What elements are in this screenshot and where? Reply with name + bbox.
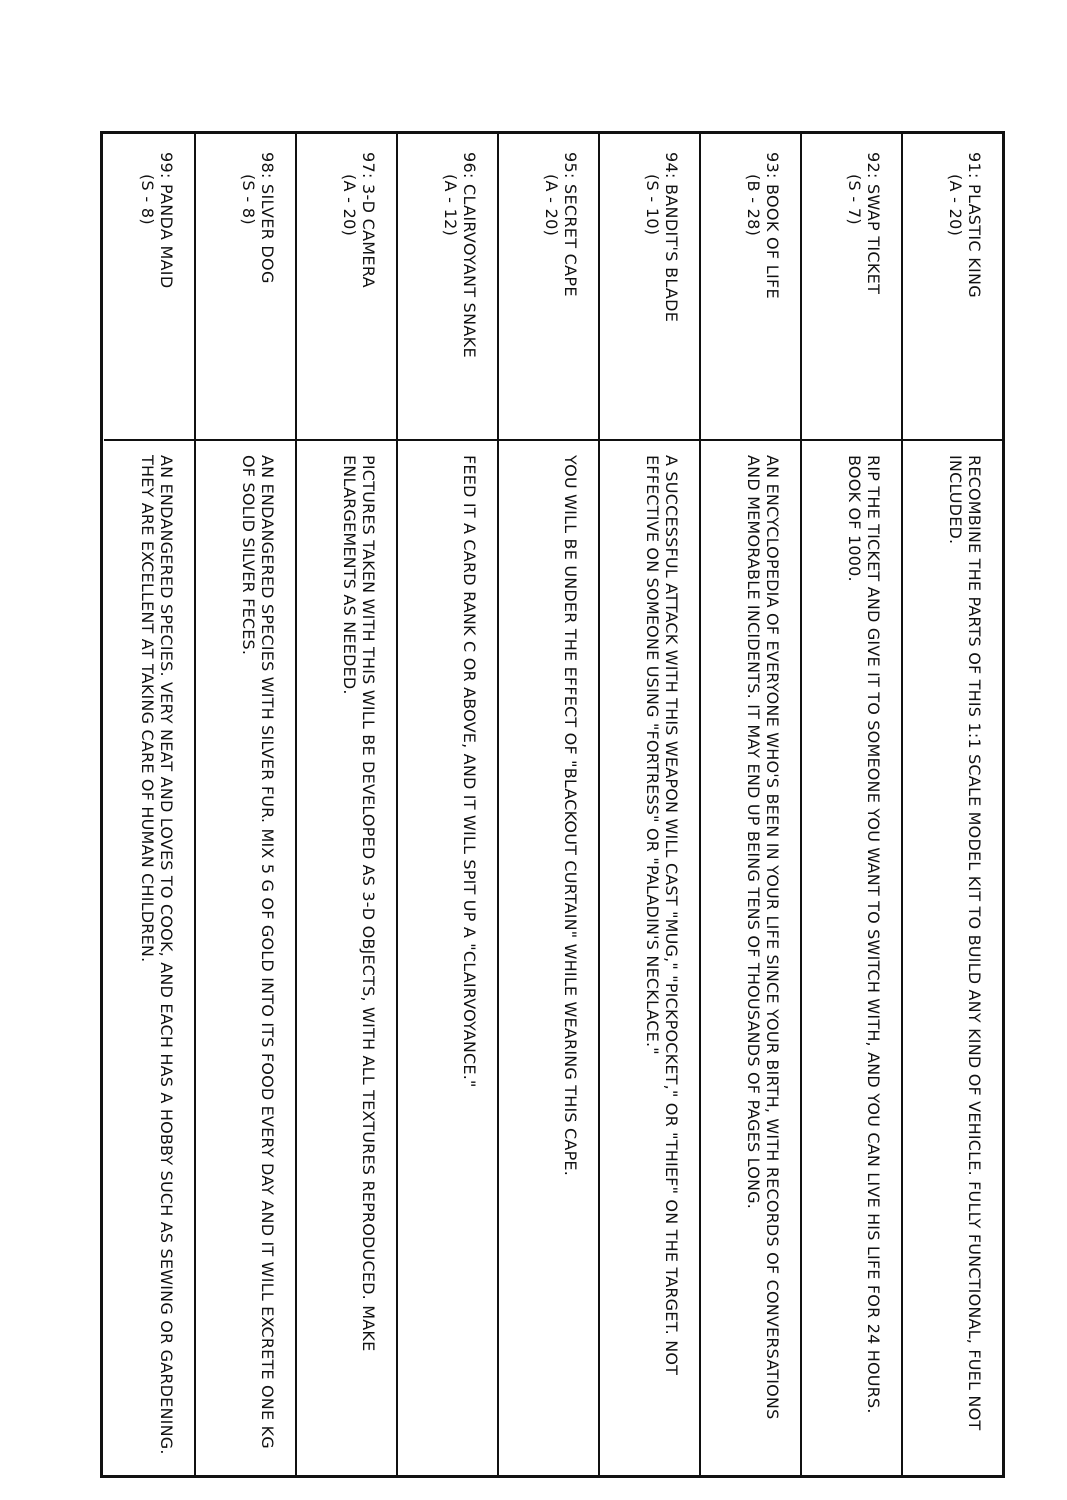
table-row xyxy=(699,134,800,1475)
card-rank: (A - 12) xyxy=(441,174,460,237)
card-name-cell xyxy=(196,134,295,441)
card-description: AN ENDANGERED SPECIES. VERY NEAT AND LOVES TO COOK, AND EACH HAS A HOBBY SUCH AS SEWING OR GARDENING. THEY ARE EXCELLENT AT TAKING CARE OF HUMAN CHILDREN. xyxy=(138,455,176,1455)
card-name-cell xyxy=(297,134,396,441)
card-name: 99: PANDA MAID xyxy=(157,152,176,289)
card-name: 94: BANDIT'S BLADE xyxy=(662,152,681,323)
table-row xyxy=(295,134,396,1475)
card-name-cell xyxy=(701,134,800,441)
card-description: RIP THE TICKET AND GIVE IT TO SOMEONE YOU WANT TO SWITCH WITH, AND YOU CAN LIVE HIS LIFE FOR 24 HOURS. BOOK OF 1000. xyxy=(845,455,883,1414)
card-rank: (B - 28) xyxy=(744,174,763,237)
card-table xyxy=(100,131,1005,1478)
card-name: 92: SWAP TICKET xyxy=(864,152,883,295)
card-name-cell xyxy=(802,134,901,441)
card-description: FEED IT A CARD RANK C OR ABOVE, AND IT WILL SPIT UP A "CLAIRVOYANCE." xyxy=(460,455,479,1088)
card-description: RECOMBINE THE PARTS OF THIS 1:1 SCALE MODEL KIT TO BUILD ANY KIND OF VEHICLE. FULLY FUNCTIONAL, FUEL NOT INCLUDED. xyxy=(946,455,984,1431)
card-name-cell xyxy=(104,134,194,441)
table-row xyxy=(497,134,598,1475)
card-name: 95: SECRET CAPE xyxy=(561,152,580,297)
card-name: 93: BOOK OF LIFE xyxy=(763,152,782,299)
card-rank: (S - 8) xyxy=(138,174,157,225)
card-name-cell xyxy=(903,134,1002,441)
card-rank: (A - 20) xyxy=(542,174,561,237)
table-row xyxy=(396,134,497,1475)
card-description: PICTURES TAKEN WITH THIS WILL BE DEVELOPED AS 3-D OBJECTS, WITH ALL TEXTURES REPRODUCED. MAKE ENLARGEMENTS AS NEEDED. xyxy=(340,455,378,1352)
card-description: A SUCCESSFUL ATTACK WITH THIS WEAPON WILL CAST "MUG," "PICKPOCKET," OR "THIEF" ON THE TARGET. NOT EFFECTIVE ON SOMEONE USING "FORTRESS" OR "PALADIN'S NECKLACE." xyxy=(643,455,681,1376)
card-rank: (A - 20) xyxy=(340,174,359,237)
card-name: 97: 3-D CAMERA xyxy=(359,152,378,288)
table-row xyxy=(901,134,1002,1475)
table-row xyxy=(800,134,901,1475)
table-row xyxy=(104,134,194,1475)
table-row xyxy=(598,134,699,1475)
card-name-cell xyxy=(499,134,598,441)
card-name-cell xyxy=(398,134,497,441)
card-rank: (S - 7) xyxy=(845,174,864,225)
card-name-cell xyxy=(600,134,699,441)
card-description: AN ENDANGERED SPECIES WITH SILVER FUR. MIX 5 G OF GOLD INTO ITS FOOD EVERY DAY AND IT WILL EXCRETE ONE KG OF SOLID SILVER FECES. xyxy=(239,455,277,1449)
card-name: 96: CLAIRVOYANT SNAKE xyxy=(460,152,479,358)
card-rank: (A - 20) xyxy=(946,174,965,237)
card-rank: (S - 8) xyxy=(239,174,258,225)
card-table-rotated xyxy=(103,134,1002,1475)
card-rank: (S - 10) xyxy=(643,174,662,236)
card-description: YOU WILL BE UNDER THE EFFECT OF "BLACKOUT CURTAIN" WHILE WEARING THIS CAPE. xyxy=(561,455,580,1177)
card-name: 98: SILVER DOG xyxy=(258,152,277,284)
card-description: AN ENCYCLOPEDIA OF EVERYONE WHO'S BEEN IN YOUR LIFE SINCE YOUR BIRTH, WITH RECORDS OF CONVERSATIONS AND MEMORABLE INCIDENTS. IT MAY END UP BEING TENS OF THOUSANDS OF PAGES LONG. xyxy=(744,455,782,1420)
card-name: 91: PLASTIC KING xyxy=(965,152,984,298)
table-row xyxy=(194,134,295,1475)
